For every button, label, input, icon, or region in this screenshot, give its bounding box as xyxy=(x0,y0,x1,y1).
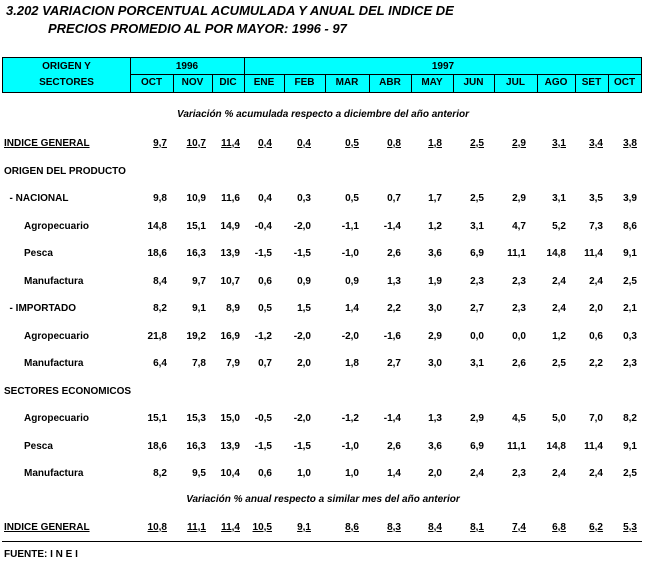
table-cell: 11,4 xyxy=(221,138,240,149)
table-cell: 2,0 xyxy=(428,468,442,479)
table-cell: 16,3 xyxy=(186,441,206,452)
table-cell: 2,3 xyxy=(512,276,526,287)
table-cell: 1,3 xyxy=(387,276,401,287)
table-cell: 0,5 xyxy=(345,193,359,204)
table-cell: 2,5 xyxy=(552,358,566,369)
table-cell: 19,2 xyxy=(186,331,206,342)
row-label: Manufactura xyxy=(24,276,84,287)
table-cell: 2,5 xyxy=(623,276,637,287)
table-cell: -2,0 xyxy=(293,221,311,232)
table-header xyxy=(2,57,642,93)
table-cell: 10,4 xyxy=(220,468,240,479)
table-cell: 0,9 xyxy=(345,276,359,287)
table-cell: 3,9 xyxy=(623,193,637,204)
table-cell: -1,2 xyxy=(341,413,359,424)
table-cell: 10,5 xyxy=(252,522,272,533)
table-cell: 10,7 xyxy=(186,138,206,149)
table-cell: 0,6 xyxy=(589,331,603,342)
table-cell: 2,4 xyxy=(589,468,603,479)
header-month: JUL xyxy=(506,77,525,88)
header-month: MAY xyxy=(421,77,443,88)
table-cell: 6,9 xyxy=(470,248,484,259)
table-cell: -2,0 xyxy=(341,331,359,342)
table-cell: 7,0 xyxy=(589,413,603,424)
table-cell: 14,8 xyxy=(546,441,566,452)
table-cell: -2,0 xyxy=(293,413,311,424)
table-cell: 11,4 xyxy=(221,522,240,533)
table-cell: 10,9 xyxy=(186,193,206,204)
table-cell: 8,3 xyxy=(387,522,401,533)
table-cell: -0,4 xyxy=(254,221,272,232)
table-cell: 1,2 xyxy=(428,221,442,232)
header-month: DIC xyxy=(219,77,237,88)
table-cell: 8,4 xyxy=(428,522,442,533)
table-cell: 0,9 xyxy=(297,276,311,287)
table-cell: 2,9 xyxy=(512,138,526,149)
table-cell: 9,1 xyxy=(623,441,637,452)
table-cell: 5,3 xyxy=(623,522,637,533)
row-label: - NACIONAL xyxy=(4,193,69,204)
table-cell: 14,8 xyxy=(546,248,566,259)
table-cell: -2,0 xyxy=(293,331,311,342)
row-label: INDICE GENERAL xyxy=(4,138,90,149)
table-cell: 1,0 xyxy=(297,468,311,479)
table-cell: 9,7 xyxy=(192,276,206,287)
page-title: 3.202 VARIACION PORCENTUAL ACUMULADA Y ANUAL DEL INDICE DE xyxy=(6,3,454,18)
table-cell: 3,1 xyxy=(552,193,566,204)
row-label: Manufactura xyxy=(24,468,84,479)
table-cell: -1,5 xyxy=(293,248,311,259)
table-cell: 4,7 xyxy=(512,221,526,232)
table-cell: 6,8 xyxy=(552,522,566,533)
table-cell: 11,6 xyxy=(221,193,240,204)
table-cell: 1,0 xyxy=(345,468,359,479)
table-cell: 3,1 xyxy=(470,221,484,232)
table-cell: 2,6 xyxy=(387,441,401,452)
table-cell: 3,4 xyxy=(589,138,603,149)
table-cell: -1,4 xyxy=(383,221,401,232)
table-cell: 3,1 xyxy=(470,358,484,369)
table-cell: 0,3 xyxy=(623,331,637,342)
header-month: MAR xyxy=(335,77,359,88)
row-label: Manufactura xyxy=(24,358,84,369)
row-label: SECTORES ECONOMICOS xyxy=(4,386,132,397)
header-year-1997: 1997 xyxy=(431,61,455,72)
table-cell: -1,0 xyxy=(341,441,359,452)
table-cell: 0,6 xyxy=(258,468,272,479)
table-cell: 2,4 xyxy=(470,468,484,479)
table-cell: 9,7 xyxy=(153,138,167,149)
row-label: - IMPORTADO xyxy=(4,303,77,314)
table-cell: 0,6 xyxy=(258,276,272,287)
table-cell: 7,4 xyxy=(512,522,526,533)
table-cell: 2,4 xyxy=(552,303,566,314)
table-cell: 11,1 xyxy=(187,522,206,533)
row-label: ORIGEN DEL PRODUCTO xyxy=(4,166,126,177)
table-cell: 3,1 xyxy=(552,138,566,149)
table-cell: 2,1 xyxy=(623,303,637,314)
header-month: OCT xyxy=(140,77,163,88)
table-cell: 11,4 xyxy=(584,441,603,452)
table-cell: 0,4 xyxy=(258,193,272,204)
table-cell: -1,6 xyxy=(383,331,401,342)
table-cell: 10,7 xyxy=(220,276,240,287)
table-cell: -1,4 xyxy=(383,413,401,424)
table-cell: 0,7 xyxy=(387,193,401,204)
table-cell: 3,0 xyxy=(428,303,442,314)
table-cell: 8,6 xyxy=(623,221,637,232)
table-cell: 15,0 xyxy=(220,413,240,424)
header-month: ENE xyxy=(253,77,275,88)
header-month: NOV xyxy=(181,77,204,88)
table-cell: 2,2 xyxy=(589,358,603,369)
table-cell: 2,4 xyxy=(552,468,566,479)
header-month: OCT xyxy=(613,77,636,88)
table-cell: 7,9 xyxy=(226,358,240,369)
table-cell: 15,1 xyxy=(147,413,167,424)
row-label: Pesca xyxy=(24,441,53,452)
table-cell: 0,0 xyxy=(512,331,526,342)
table-cell: 11,4 xyxy=(584,248,603,259)
table-cell: 2,3 xyxy=(623,358,637,369)
table-cell: -1,0 xyxy=(341,248,359,259)
row-label: Agropecuario xyxy=(24,331,90,342)
table-cell: 0,4 xyxy=(297,138,311,149)
table-cell: 2,5 xyxy=(470,138,484,149)
header-origin-line1: ORIGEN Y xyxy=(42,61,91,72)
table-cell: 2,6 xyxy=(512,358,526,369)
table-cell: 3,0 xyxy=(428,358,442,369)
table-cell: 8,2 xyxy=(153,303,167,314)
table-cell: -1,5 xyxy=(254,248,272,259)
table-cell: 2,3 xyxy=(512,303,526,314)
page-title-line2: PRECIOS PROMEDIO AL POR MAYOR: 1996 - 97 xyxy=(48,21,347,36)
header-month: AGO xyxy=(544,77,568,88)
table-cell: 11,1 xyxy=(507,441,526,452)
table-cell: 2,4 xyxy=(589,276,603,287)
table-cell: 0,8 xyxy=(387,138,401,149)
table-cell: 1,2 xyxy=(552,331,566,342)
table-cell: 16,9 xyxy=(220,331,240,342)
table-cell: 0,3 xyxy=(297,193,311,204)
table-cell: 2,5 xyxy=(623,468,637,479)
table-cell: 9,8 xyxy=(153,193,167,204)
table-cell: 3,6 xyxy=(428,441,442,452)
row-label: Agropecuario xyxy=(24,221,90,232)
table-cell: 1,7 xyxy=(428,193,442,204)
table-cell: 6,9 xyxy=(470,441,484,452)
header-month: JUN xyxy=(463,77,484,88)
table-cell: 2,4 xyxy=(552,276,566,287)
table-cell: 1,4 xyxy=(387,468,401,479)
table-cell: 21,8 xyxy=(147,331,167,342)
table-cell: 14,9 xyxy=(220,221,240,232)
header-month: FEB xyxy=(294,77,315,88)
table-cell: 5,2 xyxy=(552,221,566,232)
table-cell: 0,4 xyxy=(258,138,272,149)
table-cell: 15,3 xyxy=(186,413,206,424)
subtitle-accumulated: Variación % acumulada respecto a diciembre del año anterior xyxy=(177,109,469,120)
row-label: Agropecuario xyxy=(24,413,90,424)
table-cell: 5,0 xyxy=(552,413,566,424)
table-cell: 16,3 xyxy=(186,248,206,259)
header-month: SET xyxy=(581,77,602,88)
table-cell: -1,5 xyxy=(254,441,272,452)
table-cell: 2,9 xyxy=(512,193,526,204)
table-cell: 0,5 xyxy=(345,138,359,149)
table-cell: 9,1 xyxy=(297,522,311,533)
table-cell: 2,0 xyxy=(297,358,311,369)
table-cell: 3,8 xyxy=(623,138,637,149)
table-cell: 9,1 xyxy=(192,303,206,314)
table-cell: 9,5 xyxy=(192,468,206,479)
table-cell: 8,2 xyxy=(623,413,637,424)
table-cell: 1,8 xyxy=(345,358,359,369)
table-cell: 0,0 xyxy=(470,331,484,342)
row-label: Pesca xyxy=(24,248,53,259)
table-cell: 0,5 xyxy=(258,303,272,314)
table-cell: 1,9 xyxy=(428,276,442,287)
table-cell: 10,8 xyxy=(147,522,167,533)
table-cell: 15,1 xyxy=(186,221,206,232)
table-cell: 6,4 xyxy=(153,358,167,369)
table-cell: 2,0 xyxy=(589,303,603,314)
table-cell: 8,2 xyxy=(153,468,167,479)
table-cell: 2,7 xyxy=(470,303,484,314)
table-cell: 2,6 xyxy=(387,248,401,259)
footer-divider xyxy=(2,541,642,542)
table-cell: 1,5 xyxy=(297,303,311,314)
table-cell: 9,1 xyxy=(623,248,637,259)
table-cell: -0,5 xyxy=(254,413,272,424)
header-origin-line2: SECTORES xyxy=(39,77,94,88)
table-cell: 8,1 xyxy=(470,522,484,533)
row-label: INDICE GENERAL xyxy=(4,522,90,533)
table-cell: 3,6 xyxy=(428,248,442,259)
table-cell: -1,2 xyxy=(254,331,272,342)
source-note: FUENTE: I N E I xyxy=(4,549,78,560)
table-cell: 2,5 xyxy=(470,193,484,204)
table-cell: 18,6 xyxy=(147,248,167,259)
table-cell: 8,4 xyxy=(153,276,167,287)
header-year-1996: 1996 xyxy=(175,61,199,72)
table-cell: 2,7 xyxy=(387,358,401,369)
table-cell: 2,3 xyxy=(512,468,526,479)
table-cell: 8,6 xyxy=(345,522,359,533)
table-cell: -1,5 xyxy=(293,441,311,452)
table-cell: 11,1 xyxy=(507,248,526,259)
table-cell: 4,5 xyxy=(512,413,526,424)
table-cell: 13,9 xyxy=(220,441,240,452)
table-cell: 7,3 xyxy=(589,221,603,232)
table-cell: 2,3 xyxy=(470,276,484,287)
table-cell: 3,5 xyxy=(589,193,603,204)
table-cell: 2,9 xyxy=(428,331,442,342)
table-cell: 2,2 xyxy=(387,303,401,314)
table-cell: 0,7 xyxy=(258,358,272,369)
table-cell: 7,8 xyxy=(192,358,206,369)
table-cell: 1,4 xyxy=(345,303,359,314)
subtitle-annual: Variación % anual respecto a similar mes del año anterior xyxy=(186,494,460,505)
table-cell: 18,6 xyxy=(147,441,167,452)
table-cell: 6,2 xyxy=(589,522,603,533)
table-cell: 8,9 xyxy=(226,303,240,314)
table-cell: 2,9 xyxy=(470,413,484,424)
table-cell: 1,3 xyxy=(428,413,442,424)
table-cell: 1,8 xyxy=(428,138,442,149)
table-cell: -1,1 xyxy=(341,221,359,232)
table-cell: 13,9 xyxy=(220,248,240,259)
header-month: ABR xyxy=(379,77,401,88)
table-cell: 14,8 xyxy=(147,221,167,232)
